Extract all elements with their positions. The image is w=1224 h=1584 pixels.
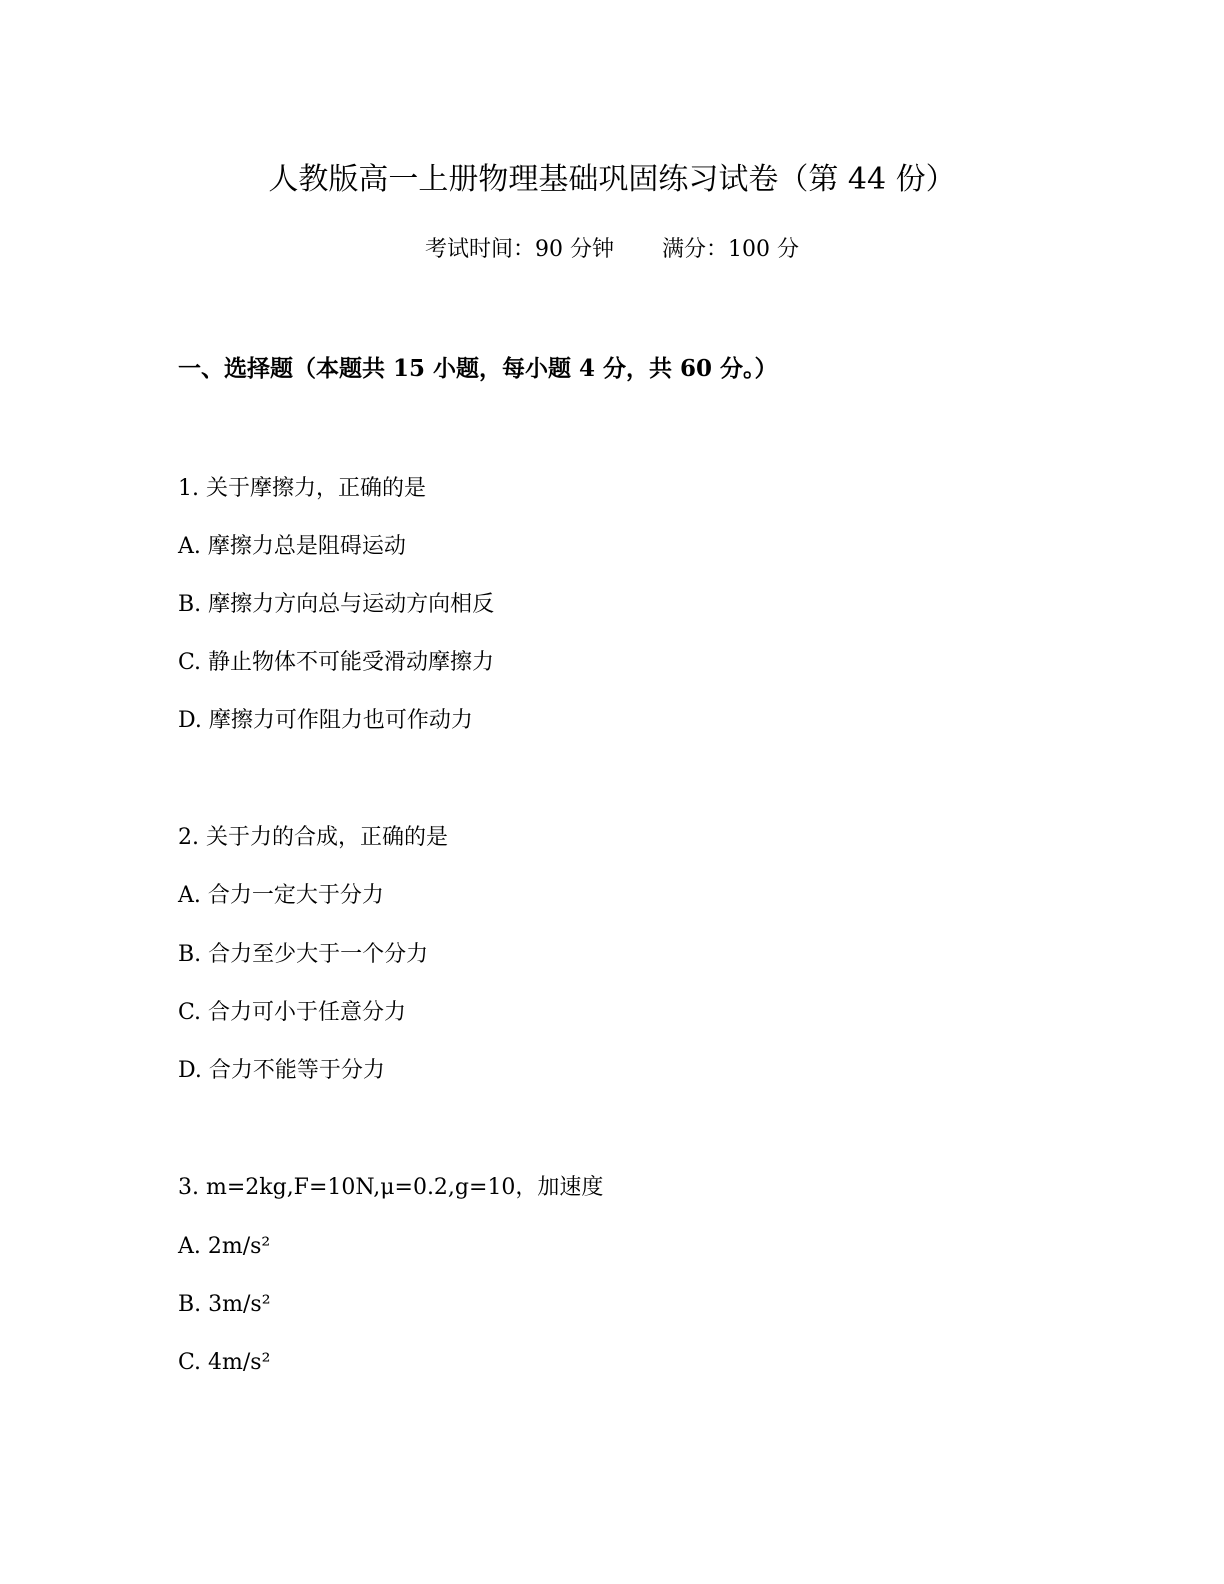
question-3-option-c: C. 4m/s² xyxy=(178,1350,271,1375)
question-1-option-d: D. 摩擦力可作阻力也可作动力 xyxy=(178,708,473,733)
question-1-stem: 1. 关于摩擦力，正确的是 xyxy=(178,476,426,501)
question-2-option-b: B. 合力至少大于一个分力 xyxy=(178,942,429,967)
exam-time: 考试时间：90 分钟 xyxy=(425,237,614,262)
section-heading: 一、选择题（本题共 15 小题，每小题 4 分，共 60 分。） xyxy=(178,355,778,382)
full-score: 满分：100 分 xyxy=(662,237,799,262)
question-2-option-a: A. 合力一定大于分力 xyxy=(178,883,384,908)
question-2-option-c: C. 合力可小于任意分力 xyxy=(178,1000,407,1025)
question-3-option-b: B. 3m/s² xyxy=(178,1292,271,1317)
question-1-option-a: A. 摩擦力总是阻碍运动 xyxy=(178,534,406,559)
question-3-stem: 3. m=2kg,F=10N,μ=0.2,g=10，加速度 xyxy=(178,1175,604,1200)
question-1-option-b: B. 摩擦力方向总与运动方向相反 xyxy=(178,592,495,617)
question-1-option-c: C. 静止物体不可能受滑动摩擦力 xyxy=(178,650,495,675)
question-3-option-a: A. 2m/s² xyxy=(178,1234,271,1259)
page-title: 人教版高一上册物理基础巩固练习试卷（第 44 份） xyxy=(268,162,956,197)
question-2-option-d: D. 合力不能等于分力 xyxy=(178,1058,385,1083)
question-2-stem: 2. 关于力的合成，正确的是 xyxy=(178,825,448,850)
exam-info xyxy=(0,234,1224,266)
